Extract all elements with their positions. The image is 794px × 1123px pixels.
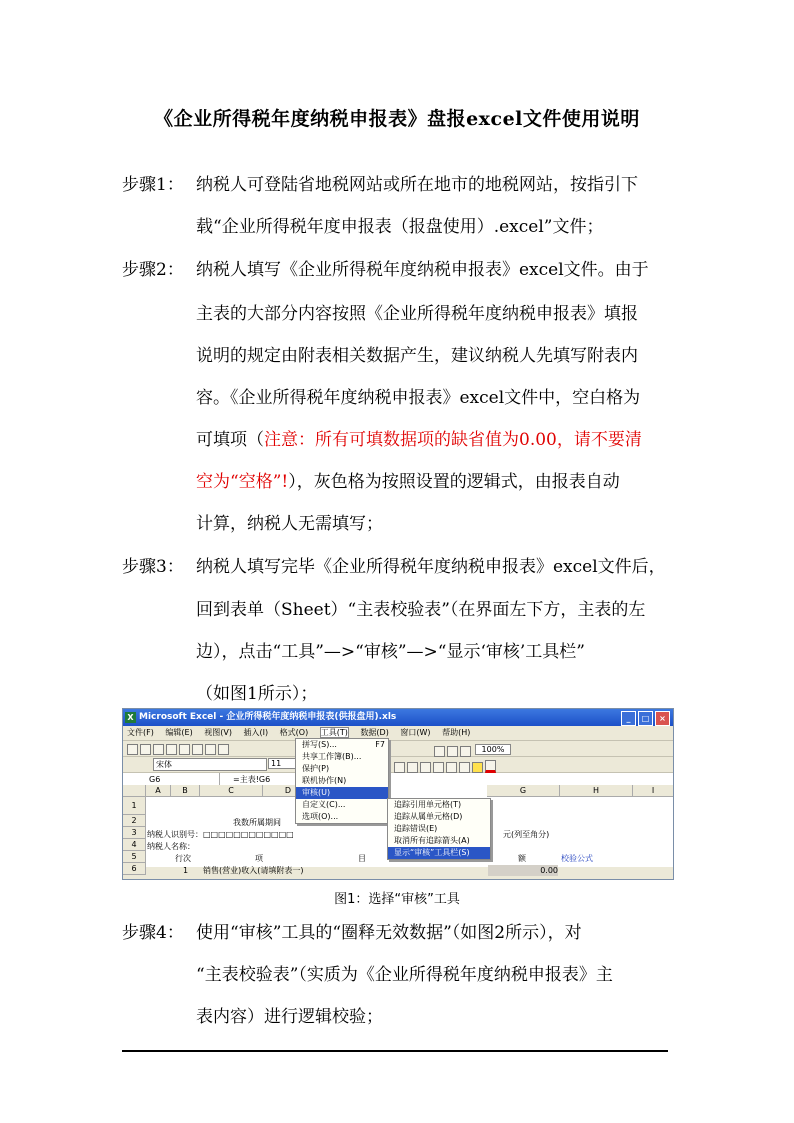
formula-input[interactable]: =主表!G6	[233, 775, 271, 784]
step2-note-red: 注意：所有可填数据项的缺省值为0.00，请不要清	[264, 430, 642, 450]
step2-line-7: 计算，纳税人无需填写；	[196, 514, 383, 534]
save-icon[interactable]	[153, 744, 164, 755]
step2-line-6	[196, 467, 620, 492]
comma-icon[interactable]	[433, 762, 444, 773]
menu-file[interactable]: 文件(F)	[127, 728, 154, 737]
menu-insert[interactable]: 插入(I)	[243, 728, 269, 737]
excel-screenshot	[122, 708, 674, 880]
indent-icon[interactable]	[446, 762, 457, 773]
step3-line-3: 边），点击“工具”—>“审核”—>“显示‘审核’工具栏”	[196, 642, 585, 662]
minimize-icon[interactable]: _	[621, 711, 636, 726]
borders-icon[interactable]	[459, 762, 470, 773]
audit-submenu	[387, 798, 491, 860]
row-header-6[interactable]: 6	[123, 863, 146, 875]
submenu-show-audit-toolbar[interactable]: 显示“审核”工具栏(S)	[388, 847, 490, 859]
step4-line-1: 使用“审核”工具的“圈释无效数据”（如图2所示），对	[196, 923, 582, 943]
maximize-icon[interactable]: □	[638, 711, 653, 726]
submenu-remove-arrows[interactable]: 取消所有追踪箭头(A)	[394, 836, 470, 845]
menu-item-audit[interactable]: 审核(U)	[296, 787, 388, 799]
menu-item-customize[interactable]: 自定义(C)...	[302, 800, 346, 809]
col-header-a[interactable]: A	[146, 785, 171, 797]
cell-row-no-header[interactable]: 行次	[175, 854, 191, 863]
menu-item-share-workbook[interactable]: 共享工作簿(B)...	[302, 752, 362, 761]
menu-window[interactable]: 窗口(W)	[400, 728, 431, 737]
step1-line-1: 纳税人可登陆省地税网站或所在地市的地税网站，按指引下	[196, 175, 638, 195]
cell-taxpayer-id[interactable]: 纳税人识别号：□□□□□□□□□□□□	[147, 830, 294, 839]
fill-color-icon[interactable]	[472, 762, 483, 773]
submenu-trace-precedents[interactable]: 追踪引用单元格(T)	[394, 800, 462, 809]
sort-icon[interactable]	[434, 746, 445, 757]
new-icon[interactable]	[127, 744, 138, 755]
cell-item-header-2[interactable]: 目	[358, 854, 366, 863]
col-header-i[interactable]: I	[633, 785, 674, 797]
step2-line-4: 容。《企业所得税年度纳税申报表》excel文件中，空白格为	[196, 388, 641, 408]
row-header-5[interactable]: 5	[123, 851, 146, 863]
cell-row-no[interactable]: 1	[183, 866, 189, 875]
percent-icon[interactable]	[420, 762, 431, 773]
menu-item-protect[interactable]: 保护(P)	[302, 764, 330, 773]
step3-label: 步骤3：	[122, 557, 184, 577]
footer-rule	[122, 1050, 668, 1052]
paste-icon[interactable]	[218, 744, 229, 755]
menu-item-options[interactable]: 选项(O)...	[302, 812, 339, 821]
preview-icon[interactable]	[179, 744, 190, 755]
excel-window-title: Microsoft Excel - 企业所得税年度纳税申报表(供报盘用).xls	[139, 712, 397, 722]
submenu-trace-dependents[interactable]: 追踪从属单元格(D)	[394, 812, 463, 821]
submenu-trace-error[interactable]: 追踪错误(E)	[394, 824, 438, 833]
menu-item-online[interactable]: 联机协作(N)	[302, 776, 347, 785]
step2-line-5-text: 可填项（	[196, 430, 264, 450]
step1-label: 步骤1：	[122, 175, 184, 195]
excel-menubar	[123, 726, 673, 741]
merge-icon[interactable]	[394, 762, 405, 773]
step3-line-1: 纳税人填写完毕《企业所得税年度纳税申报表》excel文件后，	[196, 557, 666, 577]
step2-label: 步骤2：	[122, 260, 184, 280]
open-icon[interactable]	[140, 744, 151, 755]
cell-check-formula[interactable]: 校验公式	[561, 854, 593, 863]
step2-line-5	[196, 425, 642, 450]
excel-app-icon: X	[125, 712, 136, 723]
step4-label: 步骤4：	[122, 923, 184, 943]
menu-edit[interactable]: 编辑(E)	[165, 728, 193, 737]
step2-line-2: 主表的大部分内容按照《企业所得税年度纳税申报表》填报	[196, 304, 638, 324]
window-buttons	[619, 711, 670, 728]
name-box[interactable]: G6	[127, 773, 220, 786]
step1-line-2: 载“企业所得税年度申报表（报盘使用）.excel”文件；	[196, 217, 604, 237]
excel-title-bar	[123, 709, 673, 726]
copy-icon[interactable]	[205, 744, 216, 755]
corner-header[interactable]	[123, 785, 146, 797]
font-size-select[interactable]: 11	[268, 758, 296, 769]
document-title: 《企业所得税年度纳税申报表》盘报excel文件使用说明	[154, 108, 640, 130]
step3-line-2: 回到表单（Sheet）“主表校验表”（在界面左下方，主表的左	[196, 600, 646, 620]
menu-data[interactable]: 数据(D)	[360, 728, 389, 737]
col-header-b[interactable]: B	[171, 785, 200, 797]
step2-line-1: 纳税人填写《企业所得税年度纳税申报表》excel文件。由于	[196, 260, 649, 280]
zoom-select[interactable]: 100%	[475, 744, 512, 755]
cell-sales-amount[interactable]: 0.00	[488, 865, 558, 876]
tools-menu	[295, 738, 389, 824]
step3-line-4: （如图1所示）；	[196, 684, 318, 704]
col-header-g[interactable]: G	[487, 785, 560, 797]
col-header-h[interactable]: H	[560, 785, 633, 797]
font-name-select[interactable]: 宋体	[153, 758, 267, 771]
font-color-icon[interactable]	[485, 760, 496, 773]
menu-item-spelling[interactable]: 拼写(S)... F7	[296, 739, 388, 751]
menu-view[interactable]: 视图(V)	[204, 728, 232, 737]
cell-sales-income[interactable]: 销售(营业)收入(请填附表一)	[203, 866, 304, 875]
row-header-4[interactable]: 4	[123, 839, 146, 851]
cell-period[interactable]: 我数所属期间	[233, 818, 281, 827]
cell-unit[interactable]: 元(列至角分)	[503, 830, 550, 839]
step2-note-red-2: 空为“空格”!	[196, 472, 289, 492]
spelling-shortcut: F7	[375, 740, 385, 749]
print-icon[interactable]	[166, 744, 177, 755]
standard-toolbar	[123, 741, 673, 757]
figure-caption: 图1：选择“审核”工具	[334, 892, 460, 907]
step2-line-6-text: ），灰色格为按照设置的逻辑式，由报表自动	[288, 472, 620, 492]
cell-item-header[interactable]: 项	[255, 854, 263, 863]
col-header-d[interactable]: D	[263, 785, 314, 797]
menu-format[interactable]: 格式(O)	[279, 728, 309, 737]
col-header-c[interactable]: C	[200, 785, 263, 797]
step4-line-3: 表内容）进行逻辑校验；	[196, 1007, 383, 1027]
menu-help[interactable]: 帮助(H)	[442, 728, 471, 737]
cell-amount-header[interactable]: 额	[518, 854, 526, 863]
drawing-icon[interactable]	[460, 746, 471, 757]
currency-icon[interactable]	[407, 762, 418, 773]
row-header-3[interactable]: 3	[123, 827, 146, 839]
cut-icon[interactable]	[192, 744, 203, 755]
chart-icon[interactable]	[447, 746, 458, 757]
cell-taxpayer-name[interactable]: 纳税人名称：	[147, 842, 195, 851]
menu-tools[interactable]: 工具(T)	[320, 728, 348, 737]
row-header-2[interactable]: 2	[123, 815, 146, 827]
row-header-1[interactable]: 1	[123, 797, 146, 815]
close-icon[interactable]: ×	[655, 711, 670, 726]
step2-line-3: 说明的规定由附表相关数据产生，建议纳税人先填写附表内	[196, 346, 638, 366]
format-toolbar	[123, 757, 673, 773]
step4-line-2: “主表校验表”（实质为《企业所得税年度纳税申报表》主	[196, 965, 613, 985]
